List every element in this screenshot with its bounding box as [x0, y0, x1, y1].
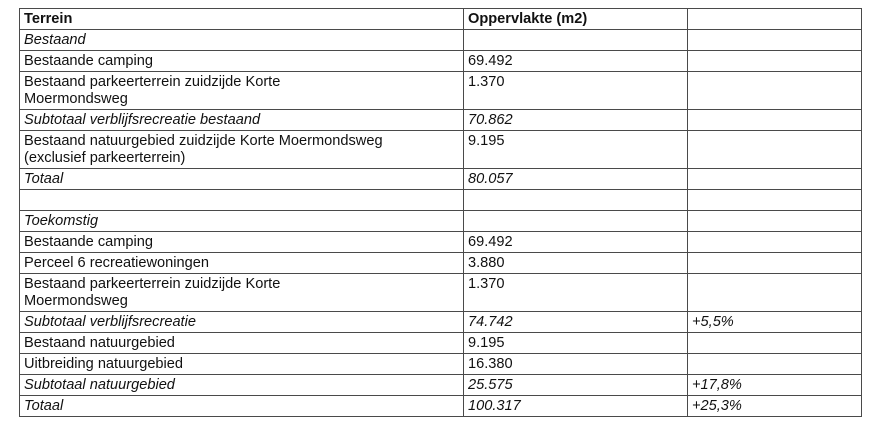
oppervlakte-cell: 1.370 [464, 72, 688, 110]
table-row [20, 375, 862, 396]
oppervlakte-cell [464, 30, 688, 51]
oppervlakte-cell: 100.317 [464, 396, 688, 417]
change-cell: +17,8% [688, 375, 862, 396]
table-row [20, 131, 862, 169]
table-row [20, 51, 862, 72]
oppervlakte-cell [464, 190, 688, 211]
oppervlakte-cell: 70.862 [464, 110, 688, 131]
change-cell [688, 211, 862, 232]
oppervlakte-cell: 3.880 [464, 253, 688, 274]
oppervlakte-cell [464, 211, 688, 232]
oppervlakte-cell: 9.195 [464, 131, 688, 169]
change-cell [688, 72, 862, 110]
terrein-cell: Bestaand parkeerterrein zuidzijde Korte Moermondsweg [20, 274, 464, 312]
oppervlakte-cell: 80.057 [464, 169, 688, 190]
oppervlakte-cell: 9.195 [464, 333, 688, 354]
table-row [20, 396, 862, 417]
table-row [20, 211, 862, 232]
terrein-cell: Bestaand [20, 30, 464, 51]
terrein-cell: Bestaande camping [20, 232, 464, 253]
change-cell: +5,5% [688, 312, 862, 333]
change-cell [688, 190, 862, 211]
change-cell [688, 169, 862, 190]
change-cell [688, 333, 862, 354]
table-row [20, 333, 862, 354]
terrein-cell: Perceel 6 recreatiewoningen [20, 253, 464, 274]
terrein-cell: Totaal [20, 396, 464, 417]
change-cell [688, 274, 862, 312]
terrein-cell [20, 190, 464, 211]
change-cell [688, 51, 862, 72]
terrein-cell: Subtotaal verblijfsrecreatie bestaand [20, 110, 464, 131]
terrein-cell: Uitbreiding natuurgebied [20, 354, 464, 375]
table-row [20, 232, 862, 253]
terrein-cell: Bestaand parkeerterrein zuidzijde Korte Moermondsweg [20, 72, 464, 110]
oppervlakte-cell: 25.575 [464, 375, 688, 396]
change-cell [688, 232, 862, 253]
change-cell [688, 110, 862, 131]
oppervlakte-cell: 16.380 [464, 354, 688, 375]
table-row [20, 169, 862, 190]
table-row [20, 190, 862, 211]
terrein-cell: Totaal [20, 169, 464, 190]
table-row [20, 253, 862, 274]
change-cell: +25,3% [688, 396, 862, 417]
change-cell [688, 30, 862, 51]
change-cell [688, 354, 862, 375]
change-cell [688, 131, 862, 169]
table-body [20, 30, 862, 417]
oppervlakte-cell: 69.492 [464, 51, 688, 72]
oppervlakte-cell: 69.492 [464, 232, 688, 253]
table-row [20, 274, 862, 312]
header-terrein: Terrein [20, 9, 464, 30]
header-change [688, 9, 862, 30]
table-header-row [20, 9, 862, 30]
table-row [20, 354, 862, 375]
terrein-cell: Toekomstig [20, 211, 464, 232]
terrein-cell: Subtotaal verblijfsrecreatie [20, 312, 464, 333]
terrein-cell: Bestaand natuurgebied [20, 333, 464, 354]
terrein-cell: Subtotaal natuurgebied [20, 375, 464, 396]
area-table [19, 8, 862, 417]
header-oppervlakte: Oppervlakte (m2) [464, 9, 688, 30]
oppervlakte-cell: 1.370 [464, 274, 688, 312]
oppervlakte-cell: 74.742 [464, 312, 688, 333]
terrein-cell: Bestaande camping [20, 51, 464, 72]
change-cell [688, 253, 862, 274]
table-row [20, 312, 862, 333]
table-row [20, 110, 862, 131]
table-row [20, 72, 862, 110]
table-row [20, 30, 862, 51]
terrein-cell: Bestaand natuurgebied zuidzijde Korte Moermondsweg (exclusief parkeerterrein) [20, 131, 464, 169]
